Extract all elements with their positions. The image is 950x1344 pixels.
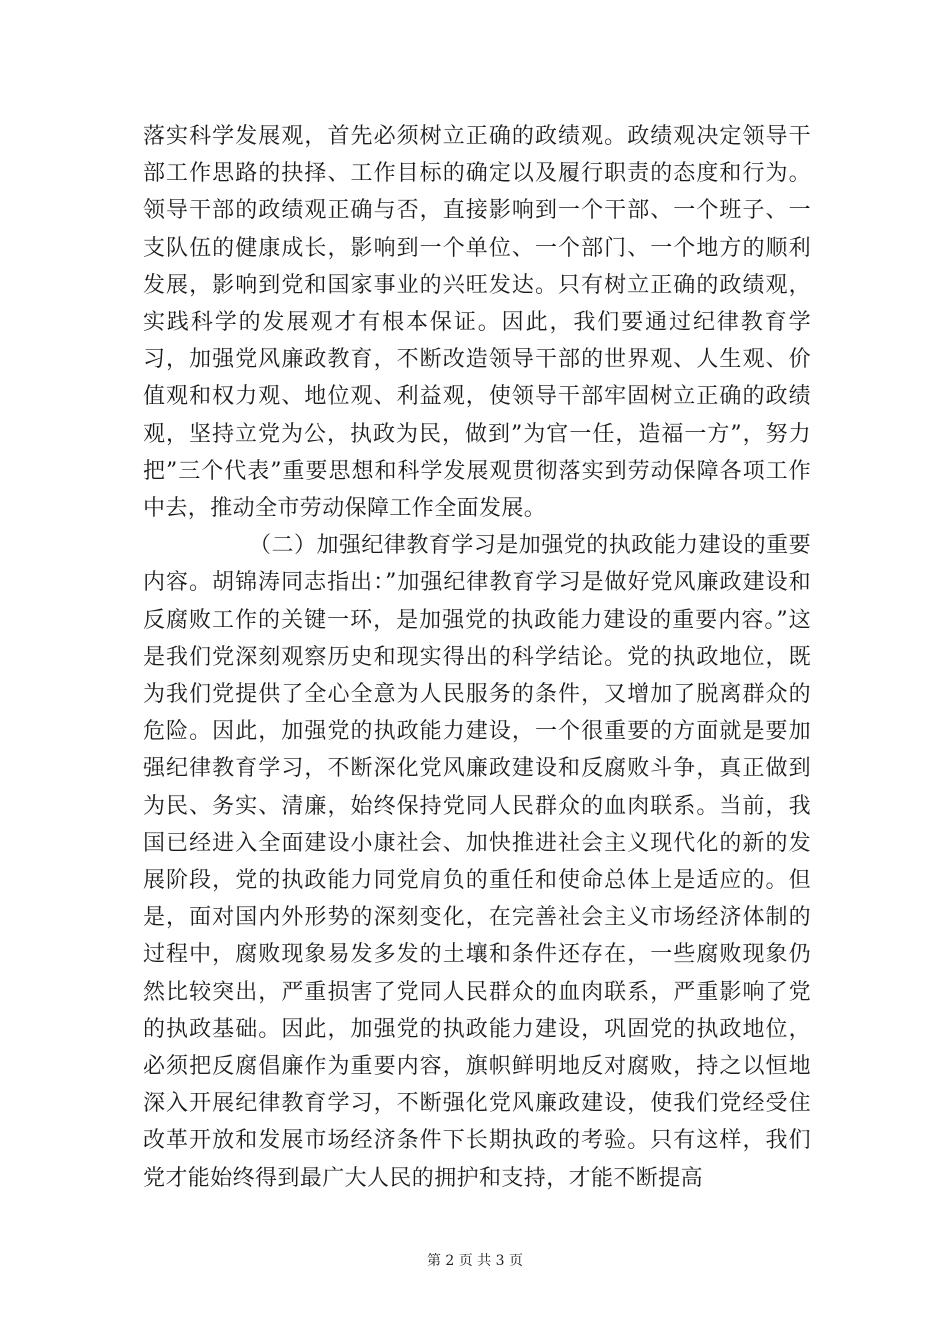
document-body: [143, 118, 811, 1197]
page-number-footer: 第 2 页 共 3 页: [426, 1253, 524, 1269]
body-paragraph: （二）加强纪律教育学习是加强党的执政能力建设的重要内容。胡锦涛同志指出：”加强纪律教育学习是做好党风廉政建设和反腐败工作的关键一环，是加强党的执政能力建设的重要内容。”这是我们党深刻观察历史和现实得出的科学结论。党的执政地位，既为我们党提供了全心全意为人民服务的条件，又增加了脱离群众的危险。因此，加强党的执政能力建设，一个很重要的方面就是要加强纪律教育学习，不断深化党风廉政建设和反腐败斗争，真正做到为民、务实、清廉，始终保持党同人民群众的血肉联系。当前，我国已经进入全面建设小康社会、加快推进社会主义现代化的新的发展阶段，党的执政能力同党肩负的重任和使命总体上是适应的。但是，面对国内外形势的深刻变化，在完善社会主义市场经济体制的过程中，腐败现象易发多发的土壤和条件还存在，一些腐败现象仍然比较突出，严重损害了党同人民群众的血肉联系，严重影响了党的执政基础。因此，加强党的执政能力建设，巩固党的执政地位，必须把反腐倡廉作为重要内容，旗帜鲜明地反对腐败，持之以恒地深入开展纪律教育学习，不断强化党风廉政建设，使我们党经受住改革开放和发展市场经济条件下长期执政的考验。只有这样，我们党才能始终得到最广大人民的拥护和支持，才能不断提高: [143, 533, 811, 1191]
body-paragraph: 落实科学发展观，首先必须树立正确的政绩观。政绩观决定领导干部工作思路的抉择、工作目标的确定以及履行职责的态度和行为。领导干部的政绩观正确与否，直接影响到一个干部、一个班子、一支队伍的健康成长，影响到一个单位、一个部门、一个地方的顺利发展，影响到党和国家事业的兴旺发达。只有树立正确的政绩观，实践科学的发展观才有根本保证。因此，我们要通过纪律教育学习，加强党风廉政教育，不断改造领导干部的世界观、人生观、价值观和权力观、地位观、利益观，使领导干部牢固树立正确的政绩观，坚持立党为公，执政为民，做到”为官一任，造福一方”，努力把”三个代表”重要思想和科学发展观贯彻落实到劳动保障各项工作中去，推动全市劳动保障工作全面发展。: [143, 124, 811, 522]
